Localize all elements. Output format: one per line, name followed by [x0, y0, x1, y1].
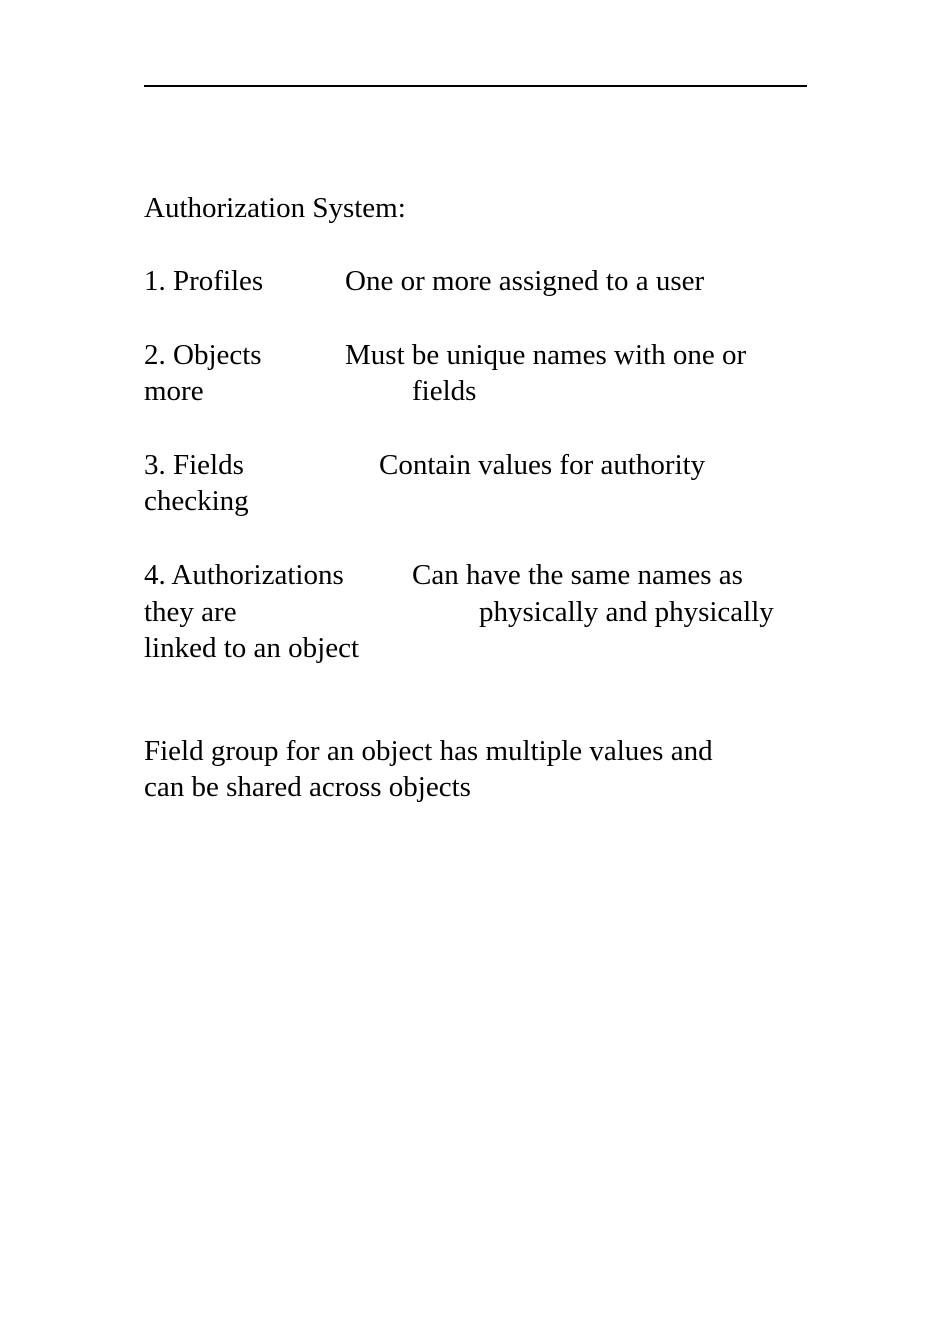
- item-3-label-continued: checking: [144, 485, 249, 517]
- item-2-label: 2. Objects: [144, 339, 262, 371]
- footer-paragraph-line-1: Field group for an object has multiple values and: [144, 735, 713, 767]
- item-2-label-continued: more: [144, 375, 204, 407]
- item-3-description: Contain values for authority: [379, 449, 706, 481]
- item-4-description-continued: physically and physically: [479, 596, 774, 628]
- footer-paragraph-line-2: can be shared across objects: [144, 771, 471, 803]
- item-4-label-continued: they are: [144, 596, 237, 628]
- item-3-label: 3. Fields: [144, 449, 244, 481]
- header-rule: [144, 85, 807, 87]
- item-2-description: Must be unique names with one or: [345, 339, 747, 371]
- item-4-label: 4. Authorizations: [144, 559, 344, 591]
- item-4-label-continued-2: linked to an object: [144, 632, 360, 664]
- item-1-description: One or more assigned to a user: [345, 265, 705, 297]
- item-4-description: Can have the same names as: [412, 559, 743, 591]
- document-heading: Authorization System:: [144, 192, 406, 224]
- item-2-description-continued: fields: [412, 375, 477, 407]
- item-1-label: 1. Profiles: [144, 265, 264, 297]
